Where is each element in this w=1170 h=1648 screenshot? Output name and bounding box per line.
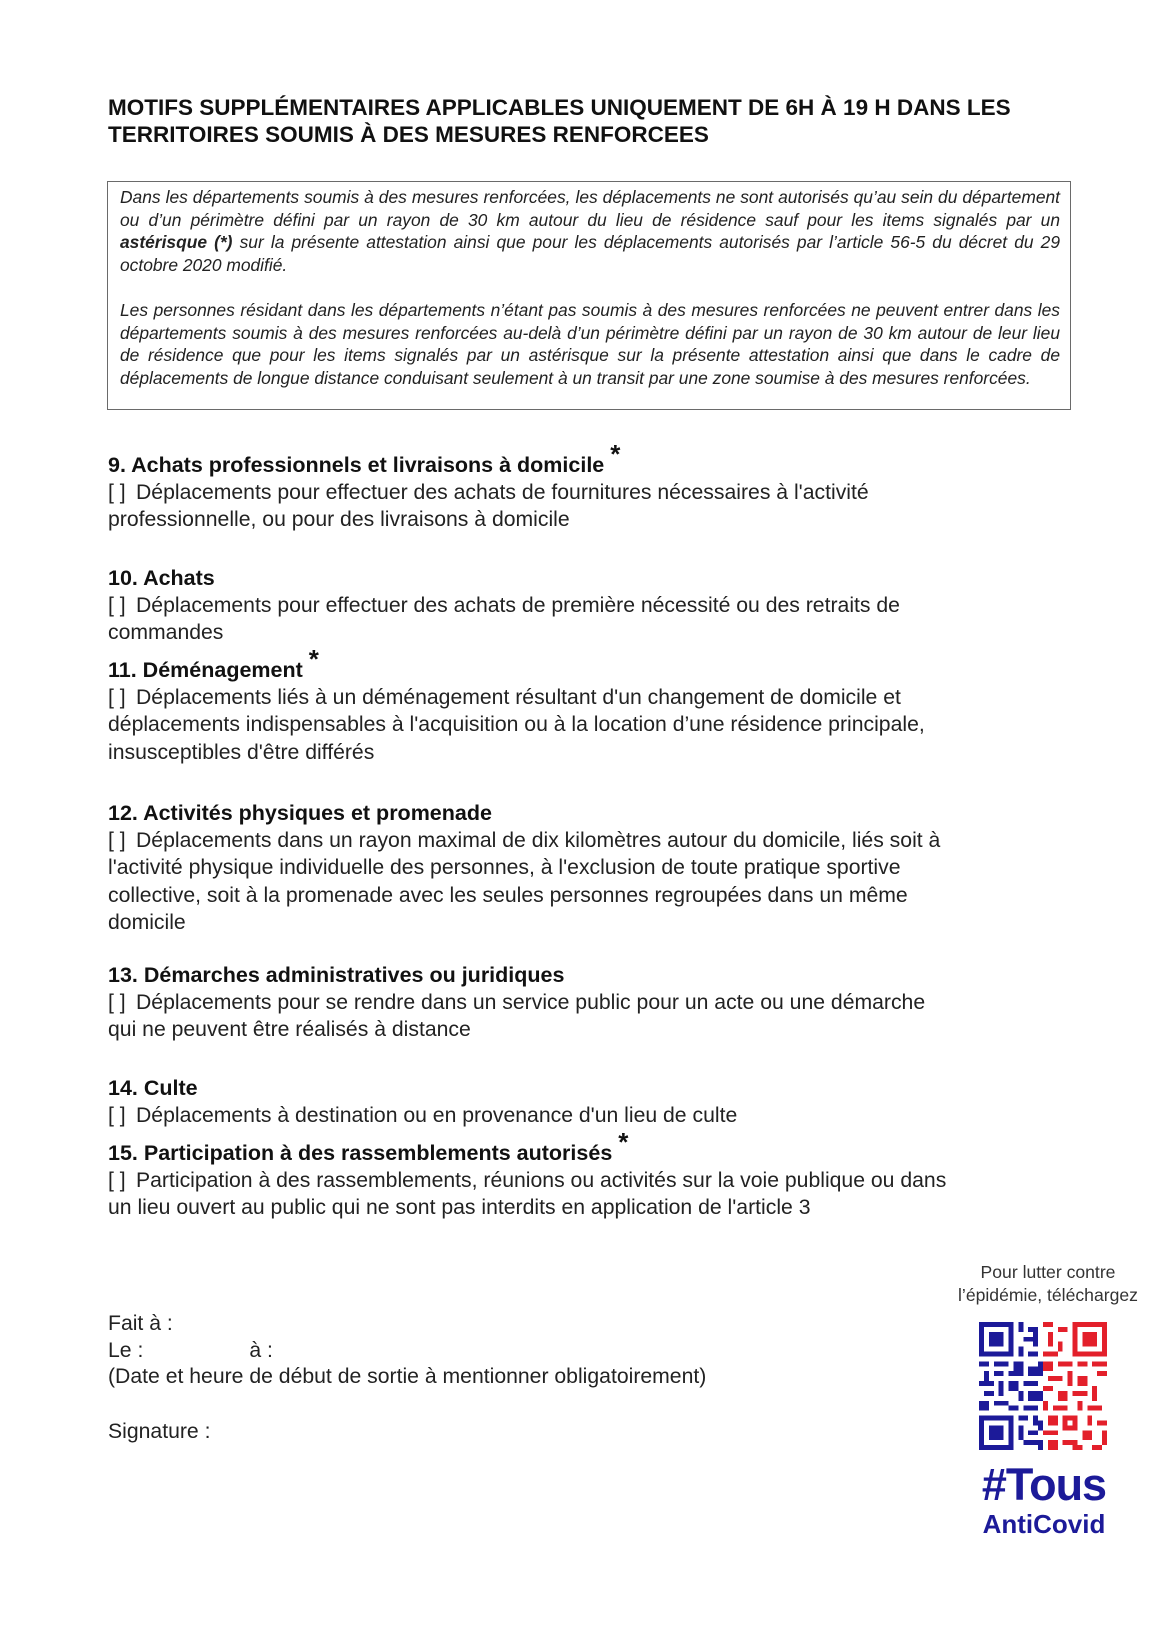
notice-paragraph-1	[120, 186, 1060, 276]
reason-heading: 12. Activités physiques et promenade	[108, 801, 492, 825]
reason-item-12	[108, 799, 1068, 937]
checkbox[interactable]: [ ]	[108, 594, 126, 617]
reason-line: commandes	[108, 621, 224, 645]
reason-line: déplacements indispensables à l'acquisition ou à la location d’une résidence principale,	[108, 713, 925, 737]
reason-body	[108, 1102, 1068, 1129]
reason-heading	[108, 439, 1068, 479]
notice-text: sur la présente attestation ainsi que pour les déplacements autorisés par l’article 56-5 du décret du 29 octobre 2020 modifié.	[120, 232, 1060, 275]
notice-box	[107, 181, 1071, 410]
date-label: Le :	[108, 1338, 144, 1362]
page-title-line-2: TERRITOIRES SOUMIS À DES MESURES RENFORCEES	[108, 122, 709, 147]
reason-heading: 13. Démarches administratives ou juridiques	[108, 963, 565, 987]
signature-field[interactable]: Signature :	[108, 1419, 211, 1443]
reason-item-10	[108, 564, 1068, 647]
reason-item-9	[108, 439, 1068, 534]
page-title	[108, 94, 1108, 148]
reason-item-15	[108, 1127, 1068, 1222]
reason-item-13	[108, 961, 1068, 1044]
reason-line: Déplacements dans un rayon maximal de dix kilomètres autour du domicile, liés soit à	[136, 829, 941, 852]
reason-line: Déplacements à destination ou en provenance d'un lieu de culte	[136, 1104, 738, 1127]
reason-body	[108, 1167, 1068, 1222]
reason-heading: 14. Culte	[108, 1076, 198, 1100]
reason-body	[108, 989, 1068, 1044]
asterisk-icon: *	[610, 439, 621, 469]
app-promo-caption	[930, 1261, 1166, 1307]
reason-line: un lieu ouvert au public qui ne sont pas interdits en application de l'article 3	[108, 1196, 811, 1220]
notice-text: Dans les départements soumis à des mesures renforcées, les déplacements ne sont autorisés qu’au sein du département ou d’un périmètre défini par un rayon de 30 km autour du lieu de résidence sauf pour les items signalés par un	[120, 187, 1060, 230]
app-logo-line-2: AntiCovid	[982, 1509, 1106, 1539]
caption-line: l’épidémie, téléchargez	[958, 1285, 1138, 1305]
page-title-line-1: MOTIFS SUPPLÉMENTAIRES APPLICABLES UNIQUEMENT DE 6H À 19 H DANS LES	[108, 95, 1011, 120]
asterisk-icon: *	[618, 1127, 629, 1157]
qr-code-graphic	[978, 1322, 1108, 1450]
reason-body	[108, 684, 1068, 766]
reason-body	[108, 827, 1068, 937]
reason-line: insusceptibles d'être différés	[108, 740, 375, 764]
reason-line: l'activité physique individuelle des personnes, à l'exclusion de toute pratique sportive	[108, 856, 901, 880]
reason-line: domicile	[108, 911, 186, 935]
reason-item-14	[108, 1074, 1068, 1129]
checkbox[interactable]: [ ]	[108, 481, 126, 504]
reason-line: collective, soit à la promenade avec les seules personnes regroupées dans un même	[108, 883, 908, 907]
reason-heading-text: 11. Déménagement	[108, 658, 303, 682]
reason-heading	[108, 1127, 1068, 1167]
reason-line: professionnelle, ou pour des livraisons à domicile	[108, 508, 570, 532]
checkbox[interactable]: [ ]	[108, 991, 126, 1014]
notice-paragraph-2: Les personnes résidant dans les départements n’étant pas soumis à des mesures renforcées ne peuvent entrer dans les départements soumis à des mesures renforcées au-delà d’un périmètre défini par un rayon de 30 km autour de leur lieu de résidence que pour les items signalés par un astérisque sur la présente attestation ainsi que dans le cadre de déplacements de longue distance conduisant seulement à un transit par une zone soumise à des mesures renforcées.	[120, 299, 1060, 388]
reason-body	[108, 592, 1068, 647]
asterisk-icon: *	[308, 644, 319, 674]
time-label: à :	[249, 1338, 273, 1362]
reason-line: Déplacements pour effectuer des achats de fournitures nécessaires à l'activité	[136, 481, 869, 504]
qr-code-icon[interactable]	[978, 1322, 1108, 1450]
checkbox[interactable]: [ ]	[108, 829, 126, 852]
reason-body	[108, 479, 1068, 534]
app-logo-line-1: #Tous	[981, 1459, 1107, 1510]
reason-line: Déplacements liés à un déménagement résultant d'un changement de domicile et	[136, 686, 901, 709]
reason-line: Déplacements pour se rendre dans un service public pour un acte ou une démarche	[136, 991, 926, 1014]
date-time-field[interactable]	[108, 1338, 706, 1365]
place-field[interactable]: Fait à :	[108, 1312, 173, 1335]
reason-heading	[108, 644, 1068, 684]
checkbox[interactable]: [ ]	[108, 1169, 126, 1192]
caption-line: Pour lutter contre	[980, 1262, 1116, 1282]
signature-block	[108, 1311, 706, 1445]
reason-heading: 10. Achats	[108, 566, 215, 590]
reason-heading-text: 9. Achats professionnels et livraisons à domicile	[108, 453, 605, 477]
reason-item-11	[108, 644, 1068, 766]
date-note: (Date et heure de début de sortie à mentionner obligatoirement)	[108, 1365, 707, 1388]
checkbox[interactable]: [ ]	[108, 686, 126, 709]
reason-heading-text: 15. Participation à des rassemblements autorisés	[108, 1141, 613, 1165]
asterisk-emphasis: astérisque (*)	[120, 232, 233, 253]
reason-line: Déplacements pour effectuer des achats de première nécessité ou des retraits de	[136, 594, 900, 617]
reason-line: Participation à des rassemblements, réunions ou activités sur la voie publique ou dans	[136, 1169, 947, 1192]
reason-line: qui ne peuvent être réalisés à distance	[108, 1018, 471, 1042]
checkbox[interactable]: [ ]	[108, 1104, 126, 1127]
